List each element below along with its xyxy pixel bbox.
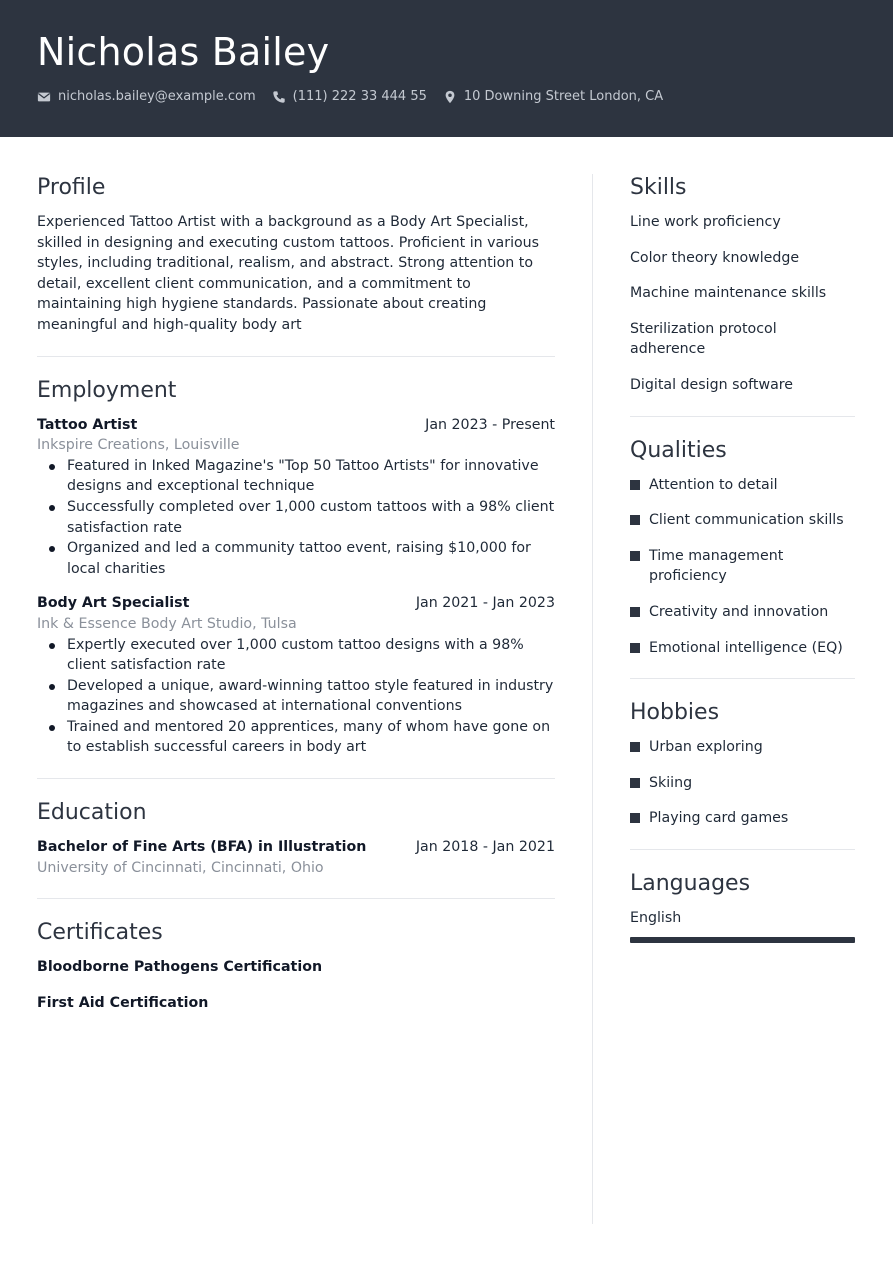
skills-title: Skills xyxy=(630,175,687,200)
job-organization: Inkspire Creations, Louisville xyxy=(37,437,240,454)
education-section xyxy=(37,799,555,899)
quality-item: Attention to detail xyxy=(630,475,855,496)
profile-text: Experienced Tattoo Artist with a background as a Body Art Specialist, skilled in designing and executing custom tattoos. Proficient in various styles, including traditional, realism, and abstract. Strong attention to detail, excellent client communication, and a commitment to maintaining high hygiene standards. Passionate about creating meaningful and high-quality body art xyxy=(37,214,540,333)
school-name: University of Cincinnati, Cincinnati, Ohio xyxy=(37,859,324,876)
job-bullets xyxy=(37,456,555,580)
envelope-icon xyxy=(37,90,51,104)
education-date: Jan 2018 - Jan 2021 xyxy=(415,839,555,856)
email-text[interactable]: nicholas.bailey@example.com xyxy=(58,89,256,104)
quality-item: Emotional intelligence (EQ) xyxy=(630,638,855,659)
education-title: Education xyxy=(37,800,147,826)
employment-title: Employment xyxy=(37,377,177,403)
quality-item: Client communication skills xyxy=(630,510,855,531)
main-column xyxy=(37,174,555,1068)
bullet-item: Expertly executed over 1,000 custom tattoo designs with a 98% client satisfaction rate xyxy=(37,635,555,676)
employment-section xyxy=(37,377,555,780)
qualities-section xyxy=(630,437,855,680)
skill-item: Machine maintenance skills xyxy=(630,285,827,302)
skill-item: Digital design software xyxy=(630,376,794,393)
address-text: 10 Downing Street London, CA xyxy=(463,89,664,104)
degree-title: Bachelor of Fine Arts (BFA) in Illustration xyxy=(37,839,367,856)
skill-item: Sterilization protocol adherence xyxy=(630,320,777,358)
bullet-item: Successfully completed over 1,000 custom tattoos with a 98% client satisfaction rate xyxy=(37,497,555,538)
skill-item: Color theory knowledge xyxy=(630,249,800,266)
qualities-title: Qualities xyxy=(630,437,727,463)
resume-header xyxy=(0,0,893,137)
candidate-name: Nicholas Bailey xyxy=(37,30,330,74)
hobbies-title: Hobbies xyxy=(630,700,720,726)
quality-item: Creativity and innovation xyxy=(630,602,855,623)
languages-section xyxy=(630,870,855,963)
job-organization: Ink & Essence Body Art Studio, Tulsa xyxy=(37,615,297,632)
contact-info xyxy=(37,89,679,104)
job-title: Body Art Specialist xyxy=(37,595,190,612)
job-entry xyxy=(37,593,555,758)
sidebar-column xyxy=(630,174,855,983)
bullet-item: Featured in Inked Magazine's "Top 50 Tattoo Artists" for innovative designs and exceptional technique xyxy=(37,456,555,497)
certificate-item: First Aid Certification xyxy=(37,994,209,1011)
skills-section xyxy=(630,174,855,417)
language-level-fill xyxy=(630,937,855,943)
job-bullets xyxy=(37,635,555,759)
contact-email xyxy=(37,89,256,104)
skill-item: Line work proficiency xyxy=(630,214,781,230)
hobby-item: Urban exploring xyxy=(630,737,855,758)
phone-icon xyxy=(272,90,286,104)
job-date: Jan 2023 - Present xyxy=(425,416,555,433)
certificate-item: Bloodborne Pathogens Certification xyxy=(37,959,323,976)
education-entry xyxy=(37,837,555,878)
bullet-item: Organized and led a community tattoo event, raising $10,000 for local charities xyxy=(37,538,555,579)
hobby-item: Skiing xyxy=(630,773,855,794)
hobby-item: Playing card games xyxy=(630,808,855,829)
column-divider xyxy=(592,174,593,1224)
quality-item: Time management proficiency xyxy=(630,546,855,587)
profile-title: Profile xyxy=(37,175,106,200)
hobbies-section xyxy=(630,699,855,850)
job-title: Tattoo Artist xyxy=(37,416,138,433)
language-name: English xyxy=(630,909,682,926)
contact-phone xyxy=(272,89,427,104)
job-entry xyxy=(37,415,555,580)
map-pin-icon xyxy=(443,90,457,104)
certificates-section xyxy=(37,919,555,1048)
job-date: Jan 2021 - Jan 2023 xyxy=(415,595,555,612)
profile-section xyxy=(37,174,555,357)
language-level-bar xyxy=(630,937,855,943)
languages-title: Languages xyxy=(630,870,751,896)
phone-text[interactable]: (111) 222 33 444 55 xyxy=(292,89,427,104)
bullet-item: Developed a unique, award-winning tattoo style featured in industry magazines and showcased at international conventions xyxy=(37,676,555,717)
bullet-item: Trained and mentored 20 apprentices, many of whom have gone on to establish successful careers in body art xyxy=(37,717,555,758)
contact-address xyxy=(443,89,663,104)
certificates-title: Certificates xyxy=(37,920,163,946)
